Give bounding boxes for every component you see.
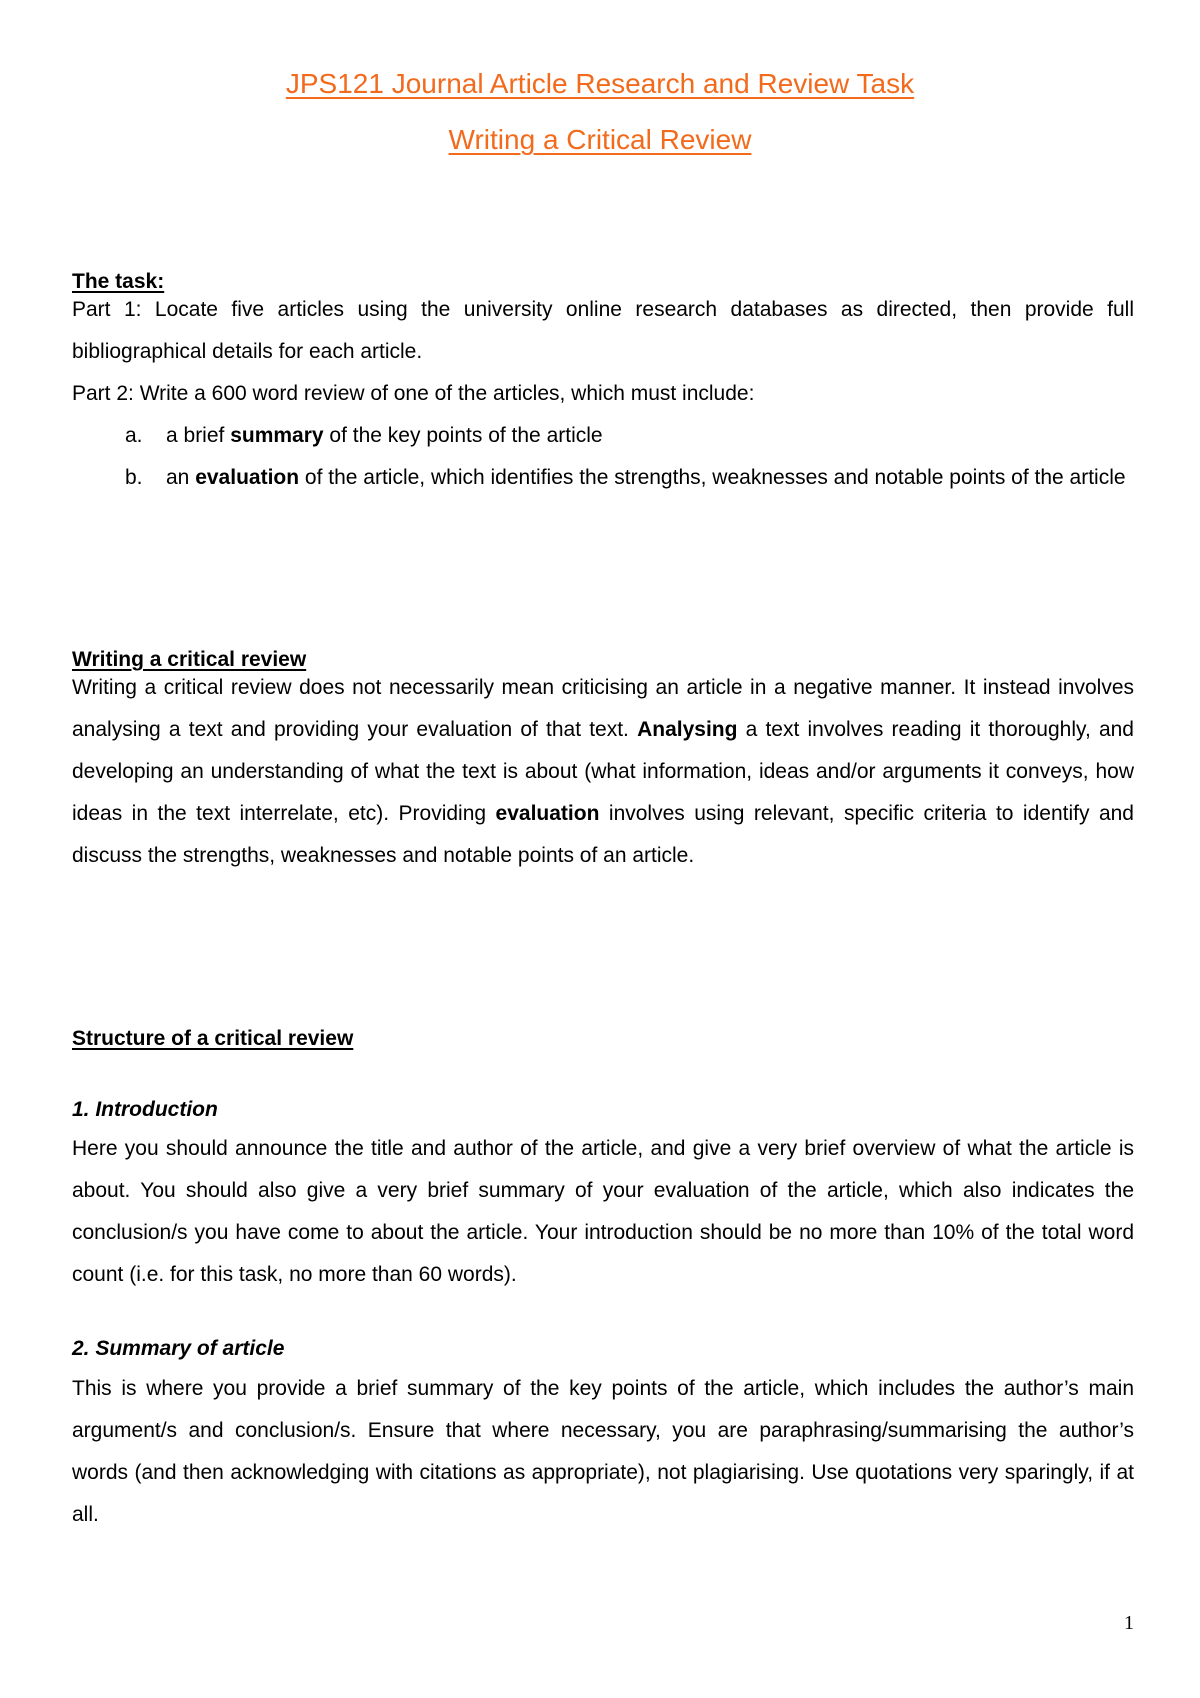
writing-bold-analysing: Analysing bbox=[637, 718, 738, 741]
list-item-a bbox=[166, 415, 1134, 457]
list-item-b-post: of the article, which identifies the strengths, weaknesses and notable points of the article bbox=[299, 466, 1126, 489]
task-part2: Part 2: Write a 600 word review of one of the articles, which must include: bbox=[72, 382, 755, 405]
writing-text-1: Writing a critical review does not necessarily mean criticising an article in a negative manner. It instead involves analysing a text and providing your evaluation of that text. bbox=[72, 676, 1134, 741]
introduction-text: Here you should announce the title and author of the article, and give a very brief overview of what the article is about. You should also give a very brief summary of your evaluation of the article, which also indicates the conclusion/s you have come to about the article. Your introduction should be no more than 10% of the total word count (i.e. for this task, no more than 60 words). bbox=[72, 1137, 1134, 1286]
document-subtitle: Writing a Critical Review bbox=[448, 124, 752, 155]
list-item-a-pre: a brief bbox=[166, 424, 231, 447]
page-number: 1 bbox=[1124, 1612, 1134, 1634]
document-title: JPS121 Journal Article Research and Review Task bbox=[285, 68, 915, 99]
list-item-b-bold: evaluation bbox=[195, 466, 300, 489]
task-part1: Part 1: Locate five articles using the university online research databases as directed, then provide full bibliographical details for each article. bbox=[72, 298, 1134, 363]
writing-text-2: a text involves reading it thoroughly, and developing an understanding of what the text is about (what information, ideas and/or arguments it conveys, how ideas in the text interrelate, etc). Providing bbox=[72, 718, 1134, 825]
writing-paragraph bbox=[72, 667, 1134, 877]
writing-heading: Writing a critical review bbox=[72, 648, 307, 671]
list-item-a-bold: summary bbox=[230, 424, 324, 447]
task-heading: The task: bbox=[72, 270, 165, 293]
summary-text: This is where you provide a brief summary of the key points of the article, which includes the author’s main argument/s and conclusion/s. Ensure that where necessary, you are paraphrasing/summarising the author’s words (and then acknowledging with citations as appropriate), not plagiarising. Use quotations very sparingly, if at all. bbox=[72, 1377, 1134, 1526]
list-item-a-post: of the key points of the article bbox=[323, 424, 603, 447]
summary-heading: 2. Summary of article bbox=[72, 1337, 285, 1360]
list-item-b bbox=[166, 457, 1134, 499]
list-marker-a: a. bbox=[125, 424, 143, 447]
introduction-heading: 1. Introduction bbox=[72, 1098, 218, 1121]
writing-bold-evaluation: evaluation bbox=[495, 802, 600, 825]
structure-heading: Structure of a critical review bbox=[72, 1027, 354, 1050]
writing-text-3: involves using relevant, specific criteria to identify and discuss the strengths, weaknesses and notable points of an article. bbox=[72, 802, 1134, 867]
list-marker-b: b. bbox=[125, 466, 143, 489]
list-item-b-pre: an bbox=[166, 466, 196, 489]
